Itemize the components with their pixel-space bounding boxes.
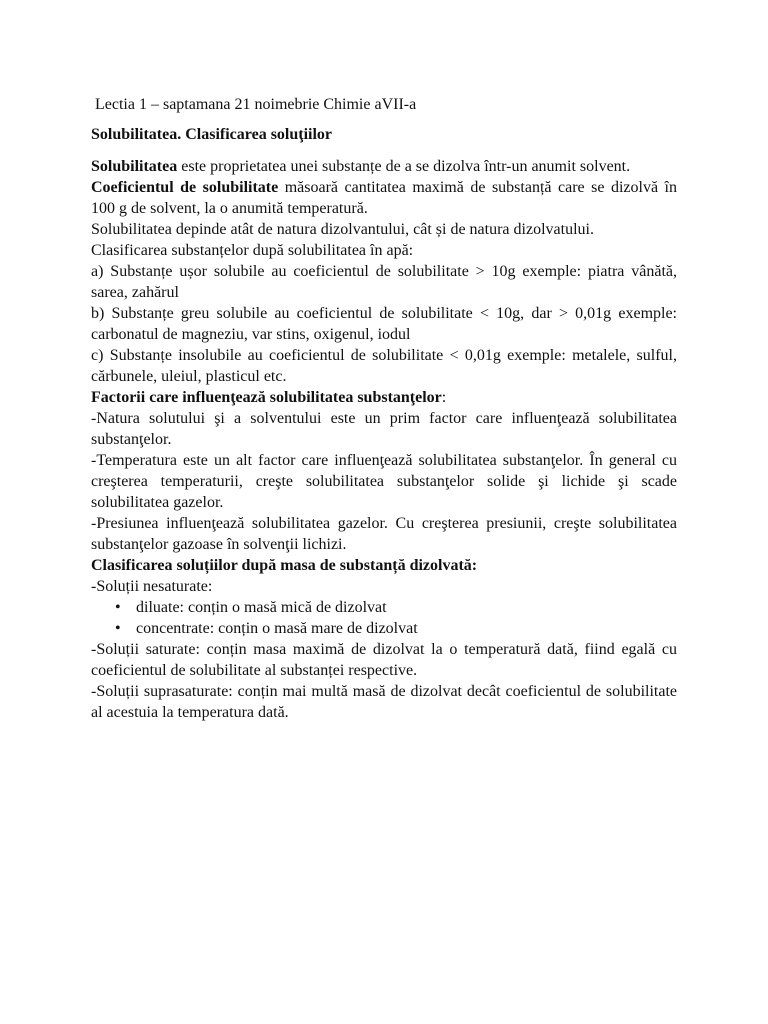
- bullet-icon: •: [115, 599, 121, 616]
- definition-coeficient: [91, 177, 677, 219]
- lesson-header: Lectia 1 – saptamana 21 noimebrie Chimie aVII-a: [95, 96, 417, 113]
- list-item: [115, 597, 677, 618]
- list-item-text: concentrate: conțin o masă mare de dizolvat: [136, 620, 418, 637]
- paragraph-dependenta: Solubilitatea depinde atât de natura dizolvantului, cât și de natura dizolvatului.: [91, 221, 594, 238]
- bullet-icon: •: [115, 620, 121, 637]
- term-solubilitate: Solubilitatea: [91, 158, 178, 175]
- paragraph-nesaturate: -Soluții nesaturate:: [91, 578, 213, 595]
- paragraph-clasa-a: a) Substanțe ușor solubile au coeficientul de solubilitate > 10g exemple: piatra vânătă, sarea, zahărul: [91, 263, 677, 301]
- document-body: [91, 156, 677, 723]
- definition-coeficient-text: măsoară cantitatea maximă de substanță care se dizolvă în 100 g de solvent, la o anumită temperatură.: [91, 179, 677, 217]
- paragraph-factor-presiunea: -Presiunea influenţează solubilitatea gazelor. Cu creşterea presiunii, creşte solubilitatea substanţelor gazoase în solvenţii lichizi.: [91, 515, 677, 553]
- paragraph-clasificare-heading: Clasificarea substanțelor după solubilitatea în apă:: [91, 242, 414, 259]
- document-title: Solubilitatea. Clasificarea soluţiilor: [91, 126, 333, 143]
- paragraph-saturate: -Soluții saturate: conțin masa maximă de dizolvat la o temperatură dată, fiind egală cu coeficientul de solubilitate al substanței respective.: [91, 641, 677, 679]
- definition-solubilitate-text: este proprietatea unei substanțe de a se dizolva într-un anumit solvent.: [177, 158, 631, 175]
- paragraph-suprasaturate: -Soluții suprasaturate: conțin mai multă masă de dizolvat decât coeficientul de solubilitate al acestuia la temperatura dată.: [91, 683, 677, 721]
- term-coeficient: Coeficientul de solubilitate: [91, 179, 279, 196]
- factori-heading: [91, 387, 677, 408]
- bullet-list-nesaturate: [91, 597, 677, 639]
- factori-heading-text: Factorii care influenţează solubilitatea substanţelor: [91, 389, 442, 406]
- paragraph-factor-natura: -Natura solutului şi a solventului este un prim factor care influenţează solubilitatea substanţelor.: [91, 410, 677, 448]
- paragraph-clasa-b: b) Substanțe greu solubile au coeficientul de solubilitate < 10g, dar > 0,01g exemple: carbonatul de magneziu, var stins, oxigenul, iodul: [91, 305, 677, 343]
- paragraph-clasa-c: c) Substanțe insolubile au coeficientul de solubilitate < 0,01g exemple: metalele, sulful, cărbunele, uleiul, plasticul etc.: [91, 347, 677, 385]
- document-page: [91, 94, 677, 723]
- paragraph-factor-temperatura: -Temperatura este un alt factor care influenţează solubilitatea substanţelor. În general cu creşterea temperaturii, creşte solubilitatea substanţelor solide şi lichide şi scade solubilitatea gazelor.: [91, 452, 677, 511]
- list-item: [115, 618, 677, 639]
- clasificare-solutii-heading: Clasificarea soluțiilor după masa de substanță dizolvată:: [91, 557, 478, 574]
- definition-solubilitate: [91, 156, 677, 177]
- factori-heading-colon: :: [441, 389, 447, 406]
- list-item-text: diluate: conțin o masă mică de dizolvat: [136, 599, 387, 616]
